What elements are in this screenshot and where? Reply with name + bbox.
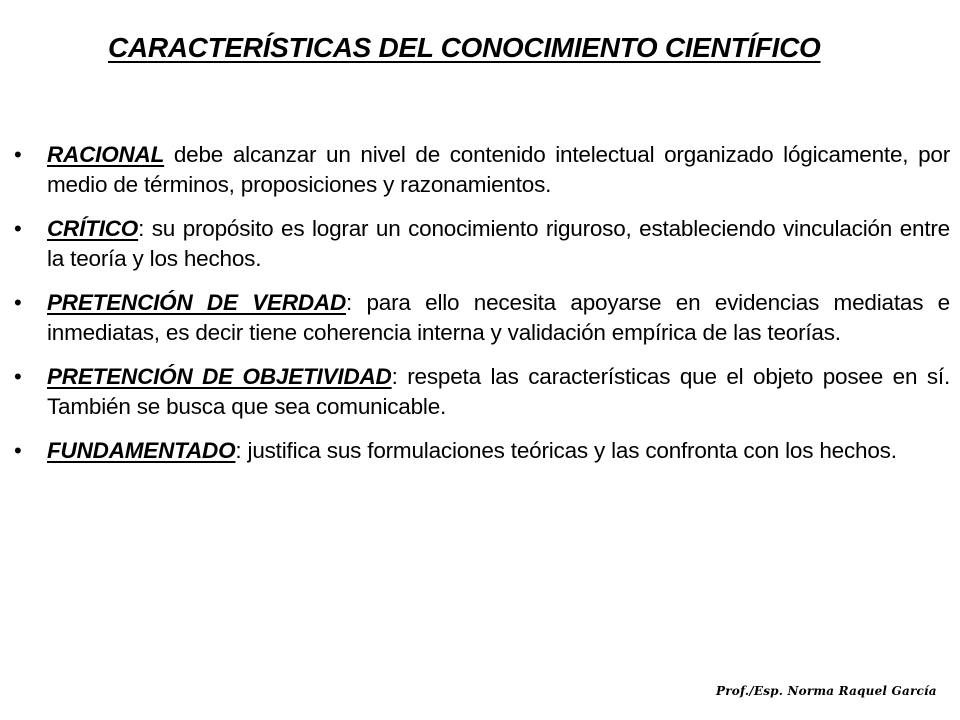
bullet-icon: • [14,438,22,463]
description-pretencion-verdad: : para ello necesita apoyarse en evidencias mediatas e inmediatas, es decir tiene coherencia interna y validación empírica de las teorías. [47,290,950,345]
characteristics-list [12,140,950,480]
description-fundamentado: : justifica sus formulaciones teóricas y las confronta con los hechos. [235,438,897,463]
description-critico: : su propósito es lograr un conocimiento riguroso, estableciendo vinculación entre la teoría y los hechos. [47,216,950,271]
term-critico: CRÍTICO [47,216,139,241]
bullet-icon: • [14,290,22,315]
term-pretencion-verdad: PRETENCIÓN DE VERDAD [47,290,347,315]
term-pretencion-objetividad: PRETENCIÓN DE OBJETIVIDAD [47,364,392,389]
list-item-racional [12,140,950,200]
description-pretencion-objetividad: : respeta las características que el objeto posee en sí. También se busca que sea comunicable. [47,364,950,419]
list-item-pretencion-verdad [12,288,950,348]
list-item-fundamentado [12,436,950,466]
description-racional: debe alcanzar un nivel de contenido intelectual organizado lógicamente, por medio de términos, proposiciones y razonamientos. [47,142,950,197]
bullet-icon: • [14,142,22,167]
author-signature: Prof./Esp. Norma Raquel García [716,684,937,698]
term-fundamentado: FUNDAMENTADO [47,438,236,463]
bullet-icon: • [14,216,22,241]
bullet-icon: • [14,364,22,389]
list-item-pretencion-objetividad [12,362,950,422]
term-racional: RACIONAL [47,142,165,167]
slide-title: CARACTERÍSTICAS DEL CONOCIMIENTO CIENTÍFICO [108,32,821,63]
list-item-critico [12,214,950,274]
